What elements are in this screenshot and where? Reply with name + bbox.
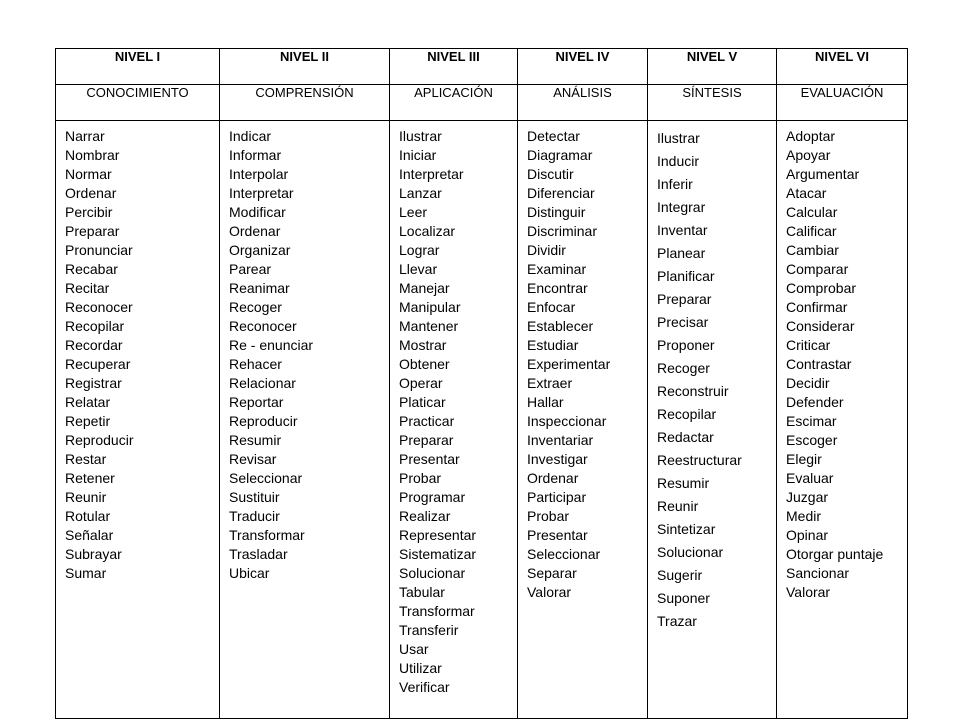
- verb-item: Interpretar: [399, 166, 464, 182]
- verb-item: Ordenar: [229, 223, 281, 239]
- verb-item: Preparar: [657, 291, 712, 307]
- level-header: NIVEL VI: [777, 49, 908, 85]
- verb-item: Narrar: [65, 128, 105, 144]
- verb-item: Diferenciar: [527, 185, 595, 201]
- verb-item: Juzgar: [786, 489, 829, 505]
- verb-item: Estudiar: [527, 337, 579, 353]
- verb-item: Opinar: [786, 527, 829, 543]
- verb-item: Revisar: [229, 451, 277, 467]
- verb-item: Escimar: [786, 413, 837, 429]
- category-cell: ANÁLISIS: [518, 85, 648, 121]
- verb-item: Hallar: [527, 394, 564, 410]
- verb-item: Interpretar: [229, 185, 294, 201]
- verb-item: Diagramar: [527, 147, 593, 163]
- verb-item: Dividir: [527, 242, 566, 258]
- verb-item: Recabar: [65, 261, 118, 277]
- verb-list: [56, 121, 219, 583]
- verb-item: Transferir: [399, 622, 459, 638]
- verb-item: Pronunciar: [65, 242, 133, 258]
- verb-item: Discriminar: [527, 223, 597, 239]
- level-header: NIVEL V: [648, 49, 777, 85]
- verb-item: Reproducir: [65, 432, 134, 448]
- verb-item: Valorar: [527, 584, 572, 600]
- verb-item: Sintetizar: [657, 521, 716, 537]
- verb-item: Rehacer: [229, 356, 282, 372]
- verb-item: Reconstruir: [657, 383, 729, 399]
- verb-item: Probar: [399, 470, 442, 486]
- verb-item: Calcular: [786, 204, 838, 220]
- verb-item: Valorar: [786, 584, 831, 600]
- verb-item: Recuperar: [65, 356, 131, 372]
- verb-item: Ilustrar: [399, 128, 442, 144]
- verb-list: [518, 121, 647, 602]
- verb-item: Encontrar: [527, 280, 588, 296]
- level-header: NIVEL III: [390, 49, 518, 85]
- verb-item: Examinar: [527, 261, 587, 277]
- verb-item: Sumar: [65, 565, 107, 581]
- verb-item: Medir: [786, 508, 822, 524]
- verb-item: Probar: [527, 508, 570, 524]
- verb-item: Argumentar: [786, 166, 860, 182]
- verb-item: Realizar: [399, 508, 451, 524]
- verb-item: Retener: [65, 470, 115, 486]
- verb-item: Seleccionar: [527, 546, 601, 562]
- verbs-row: [56, 121, 908, 719]
- verb-item: Enfocar: [527, 299, 576, 315]
- category-cell: EVALUACIÓN: [777, 85, 908, 121]
- verb-item: Informar: [229, 147, 282, 163]
- verb-item: Reanimar: [229, 280, 290, 296]
- level-header: NIVEL IV: [518, 49, 648, 85]
- verbs-cell: [777, 121, 908, 719]
- verb-item: Trasladar: [229, 546, 288, 562]
- verb-item: Solucionar: [399, 565, 466, 581]
- verb-item: Tabular: [399, 584, 445, 600]
- verb-item: Discutir: [527, 166, 574, 182]
- verbs-cell: [220, 121, 390, 719]
- verb-item: Sustituir: [229, 489, 280, 505]
- verb-item: Contrastar: [786, 356, 852, 372]
- verb-item: Señalar: [65, 527, 114, 543]
- verb-item: Reconocer: [65, 299, 133, 315]
- verb-item: Repetir: [65, 413, 111, 429]
- verb-item: Presentar: [527, 527, 588, 543]
- verb-item: Detectar: [527, 128, 580, 144]
- verb-list: [390, 121, 517, 697]
- verb-item: Transformar: [229, 527, 305, 543]
- verb-item: Otorgar puntaje: [786, 546, 884, 562]
- verb-item: Nombrar: [65, 147, 120, 163]
- verb-item: Percibir: [65, 204, 113, 220]
- verb-item: Distinguir: [527, 204, 586, 220]
- verb-item: Suponer: [657, 590, 710, 606]
- verb-item: Interpolar: [229, 166, 289, 182]
- verb-item: Lograr: [399, 242, 440, 258]
- verb-item: Mantener: [399, 318, 459, 334]
- verb-item: Modificar: [229, 204, 286, 220]
- verb-item: Manipular: [399, 299, 461, 315]
- verb-item: Sistematizar: [399, 546, 477, 562]
- verb-item: Establecer: [527, 318, 594, 334]
- verb-item: Re - enunciar: [229, 337, 314, 353]
- verbs-cell: [390, 121, 518, 719]
- verb-item: Escoger: [786, 432, 838, 448]
- verb-item: Organizar: [229, 242, 291, 258]
- verb-item: Reproducir: [229, 413, 298, 429]
- verb-item: Inventariar: [527, 432, 594, 448]
- verb-item: Recoger: [657, 360, 710, 376]
- verb-item: Subrayar: [65, 546, 122, 562]
- verb-item: Representar: [399, 527, 477, 543]
- verb-list: [777, 121, 907, 602]
- verb-item: Programar: [399, 489, 466, 505]
- category-row: [56, 85, 908, 121]
- verb-item: Experimentar: [527, 356, 611, 372]
- category-cell: COMPRENSIÓN: [220, 85, 390, 121]
- verb-item: Traducir: [229, 508, 280, 524]
- verb-item: Elegir: [786, 451, 822, 467]
- verb-item: Llevar: [399, 261, 438, 277]
- category-cell: CONOCIMIENTO: [56, 85, 220, 121]
- verb-item: Resumir: [657, 475, 710, 491]
- verb-item: Reunir: [65, 489, 107, 505]
- verb-item: Obtener: [399, 356, 450, 372]
- verbs-cell: [56, 121, 220, 719]
- verb-item: Recoger: [229, 299, 282, 315]
- verb-item: Precisar: [657, 314, 709, 330]
- verb-item: Participar: [527, 489, 587, 505]
- verb-item: Transformar: [399, 603, 475, 619]
- verbs-cell: [648, 121, 777, 719]
- verb-item: Platicar: [399, 394, 446, 410]
- verb-item: Localizar: [399, 223, 456, 239]
- verb-item: Extraer: [527, 375, 573, 391]
- verb-item: Integrar: [657, 199, 706, 215]
- category-cell: APLICACIÓN: [390, 85, 518, 121]
- verb-item: Solucionar: [657, 544, 724, 560]
- verb-item: Iniciar: [399, 147, 437, 163]
- verb-item: Parear: [229, 261, 272, 277]
- verb-item: Separar: [527, 565, 577, 581]
- verb-item: Considerar: [786, 318, 855, 334]
- verb-item: Recopilar: [657, 406, 717, 422]
- verb-item: Inducir: [657, 153, 700, 169]
- verb-item: Practicar: [399, 413, 455, 429]
- verb-item: Trazar: [657, 613, 697, 629]
- category-cell: SÍNTESIS: [648, 85, 777, 121]
- verb-item: Usar: [399, 641, 429, 657]
- verb-item: Relacionar: [229, 375, 296, 391]
- verb-item: Operar: [399, 375, 443, 391]
- verb-item: Recopilar: [65, 318, 125, 334]
- verb-item: Inventar: [657, 222, 708, 238]
- verb-item: Inferir: [657, 176, 693, 192]
- level-header: NIVEL I: [56, 49, 220, 85]
- verb-item: Lanzar: [399, 185, 442, 201]
- verb-list: [220, 121, 389, 583]
- verb-item: Verificar: [399, 679, 450, 695]
- verb-item: Reportar: [229, 394, 284, 410]
- verb-item: Recitar: [65, 280, 110, 296]
- verb-item: Sancionar: [786, 565, 850, 581]
- verb-item: Calificar: [786, 223, 837, 239]
- verb-item: Apoyar: [786, 147, 831, 163]
- verb-item: Preparar: [399, 432, 454, 448]
- verb-item: Ilustrar: [657, 130, 700, 146]
- verb-item: Reestructurar: [657, 452, 742, 468]
- verb-item: Reconocer: [229, 318, 297, 334]
- level-header-row: [56, 49, 908, 85]
- verb-item: Inspeccionar: [527, 413, 607, 429]
- verb-item: Ordenar: [527, 470, 579, 486]
- verb-item: Comparar: [786, 261, 849, 277]
- verb-item: Registrar: [65, 375, 122, 391]
- verb-list: [648, 121, 776, 633]
- verb-item: Mostrar: [399, 337, 447, 353]
- verb-item: Indicar: [229, 128, 272, 144]
- verb-item: Presentar: [399, 451, 460, 467]
- verb-item: Seleccionar: [229, 470, 303, 486]
- verb-item: Investigar: [527, 451, 588, 467]
- verb-item: Leer: [399, 204, 428, 220]
- verb-item: Relatar: [65, 394, 111, 410]
- verb-item: Confirmar: [786, 299, 848, 315]
- verb-item: Ordenar: [65, 185, 117, 201]
- verb-item: Cambiar: [786, 242, 839, 258]
- verb-item: Comprobar: [786, 280, 857, 296]
- verb-item: Sugerir: [657, 567, 703, 583]
- verb-item: Atacar: [786, 185, 827, 201]
- verb-item: Ubicar: [229, 565, 270, 581]
- verb-item: Planificar: [657, 268, 715, 284]
- verb-item: Normar: [65, 166, 112, 182]
- verb-item: Proponer: [657, 337, 715, 353]
- verb-item: Defender: [786, 394, 844, 410]
- verb-item: Evaluar: [786, 470, 834, 486]
- verb-item: Manejar: [399, 280, 450, 296]
- verb-item: Reunir: [657, 498, 699, 514]
- verb-item: Planear: [657, 245, 706, 261]
- verb-item: Decidir: [786, 375, 830, 391]
- verb-item: Preparar: [65, 223, 120, 239]
- level-header: NIVEL II: [220, 49, 390, 85]
- verbs-cell: [518, 121, 648, 719]
- verb-item: Resumir: [229, 432, 282, 448]
- verb-item: Rotular: [65, 508, 111, 524]
- verb-item: Criticar: [786, 337, 831, 353]
- verb-item: Restar: [65, 451, 107, 467]
- verb-item: Adoptar: [786, 128, 836, 144]
- verb-item: Recordar: [65, 337, 123, 353]
- verb-item: Utilizar: [399, 660, 442, 676]
- verb-item: Redactar: [657, 429, 714, 445]
- levels-table: [55, 48, 908, 719]
